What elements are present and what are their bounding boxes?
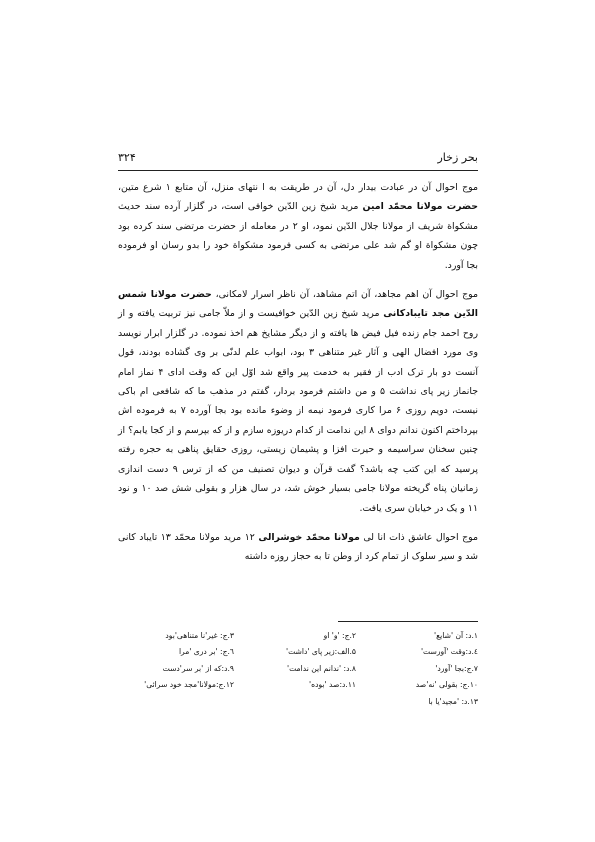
footnote: ۹.د:که از 'بر سر'دست bbox=[162, 663, 234, 673]
text-run: این ندامت از کدام دریوزه سازم و از که بپرسم و از کجا یابم؟ از چنین سخنان سراسیمه و حیرت افزا و پشیمان زیستی، روزی حقایق پناهی به حجره رفته پرسید که این کتب چه باشد؟ گفت قرآن و دیوان تصنیف من که از ترس bbox=[118, 424, 478, 475]
paragraph bbox=[118, 285, 478, 518]
person-name: مولانا محمّد خوشرالی bbox=[258, 531, 360, 543]
text-run: دست اندازی زمانیان پناه گریخته مولانا جامی بسیار خوش شد، در سال هزار و بقولی شش صد bbox=[118, 463, 478, 495]
text-run: در معامله از حضرت مرتضی سند کرده بود چون مشکواة او گم شد علی مرتضی به کسی فرمود مشکواة خود را بدو رسان او فرموده بجا آورد. bbox=[118, 220, 478, 271]
person-name: حضرت مولانا شمس الدّین مجد تایبادکانی bbox=[118, 289, 479, 320]
paragraph bbox=[118, 178, 478, 275]
text-run: ۱۲ bbox=[244, 531, 255, 543]
text-run: ۱ bbox=[165, 182, 171, 193]
footnote: ۷.ج:بجا 'آورد' bbox=[435, 663, 478, 673]
paragraph-lead: موج bbox=[462, 531, 478, 543]
running-title: بحر زخار bbox=[437, 151, 478, 164]
footnote: ۱۱.د:صد 'بوده' bbox=[309, 680, 356, 690]
person-name: حضرت مولانا محمّد امین bbox=[362, 201, 478, 213]
header-rule bbox=[118, 170, 478, 171]
text-run: ۱۱ bbox=[467, 502, 478, 514]
text-run: به فرموده اش بپرداختم اکنون ندانم دوای bbox=[118, 405, 478, 436]
text-run: ۵ bbox=[380, 386, 386, 398]
text-run: بود، ابواب علم لدنّی بر وی گشاده بودند، قول آنست دو بار ترک ادب از فقیر به خدمت پیر واقع شد اوّل این که وقت ادای bbox=[118, 347, 478, 378]
text-run: ۷ bbox=[180, 405, 186, 417]
text-run: ۲ bbox=[292, 220, 298, 232]
text-run: ۸ bbox=[369, 424, 375, 436]
paragraph bbox=[118, 528, 478, 567]
text-run: و نود bbox=[118, 483, 142, 495]
paragraph-lead: موج bbox=[462, 289, 478, 301]
text-run: مرید شیخ زین الدّین خوافیست و از ملاّ جامی نیز تربیت یافته و از روح احمد جام زنده فیل فیض ها یافته و از دیگر مشایخ هم اخذ نموده. در گلزار ابرار نویسد وی مورد افضال الهی و آثار غیر متناهی bbox=[118, 308, 478, 359]
footnote: ٤.د:وقت 'آورست' bbox=[420, 647, 478, 657]
footnote: ۵.الف:زیر پای 'داشت' bbox=[285, 647, 356, 657]
text-run: ۱۳ bbox=[160, 531, 171, 543]
text-run: شرع متین، bbox=[118, 182, 166, 193]
text-run: احوال عاشق ذات انا لی bbox=[359, 531, 463, 543]
text-run: ۱۰ bbox=[141, 483, 152, 495]
text-run: مرید شیخ زین الدّین خوافی است، در گلزار آرده سند حدیث مشکواة شریف از مولانا جلال الدّین نمود، او bbox=[118, 201, 479, 232]
footnotes bbox=[118, 628, 478, 710]
text-run: نماز امام جانماز زیر پای نداشت bbox=[118, 366, 478, 398]
text-run: احوال آن در عبادت بیدار دل، آن در طریقت به ا نتهای منزل، آن متابع bbox=[170, 182, 463, 193]
footnote: ۱۳.د: 'مجید'یا با bbox=[428, 696, 478, 706]
footnote: ٦.ج: 'بر دری 'مرا bbox=[178, 647, 234, 657]
page-number: ۳۲۴ bbox=[118, 151, 136, 164]
text-run: ۹ bbox=[172, 463, 178, 475]
main-text bbox=[118, 178, 478, 567]
text-run: و یک در خیابان سری یافت. bbox=[359, 502, 468, 514]
text-run: ۳ bbox=[309, 347, 315, 359]
text-run: تایباد کانی شد و سیر سلوک از تمام کرد از وطن تا به حجاز روزه داشته bbox=[118, 531, 478, 563]
footnote: ۱.د: آن 'شایع' bbox=[434, 631, 478, 640]
text-run: مرا کاری فرمود نیمه از وضوء مانده بود بجا آورده bbox=[185, 405, 397, 417]
footnote: ۱۰.ج: بقولی 'نه'صد bbox=[415, 680, 478, 690]
page-header bbox=[118, 149, 478, 167]
text-run: احوال آن اهم مجاهد، آن اتم مشاهد، آن ناظر اسرار لامکانی، bbox=[211, 289, 463, 301]
text-run: مرید مولانا محمّد bbox=[170, 531, 245, 543]
footnote: ۸.د: 'ندانم این ندامت' bbox=[287, 663, 356, 673]
text-run: ۴ bbox=[158, 366, 164, 378]
paragraph-lead: موج bbox=[462, 182, 478, 193]
footnote: ۱۲.ج:مولانا'مجد خود سرائی' bbox=[144, 680, 234, 690]
footnote: ۳.ج: غیر'نا متناهی'بود bbox=[165, 631, 234, 640]
text-run: ۶ bbox=[396, 405, 402, 417]
footnote: ۲.ج: 'و' او bbox=[323, 631, 356, 640]
text-run: و من داشتم فرمود بردار، گفتم در مذهب ما که شافعی ام باکی نیست، دویم روزی bbox=[118, 386, 478, 417]
footnote-rule bbox=[338, 621, 478, 622]
